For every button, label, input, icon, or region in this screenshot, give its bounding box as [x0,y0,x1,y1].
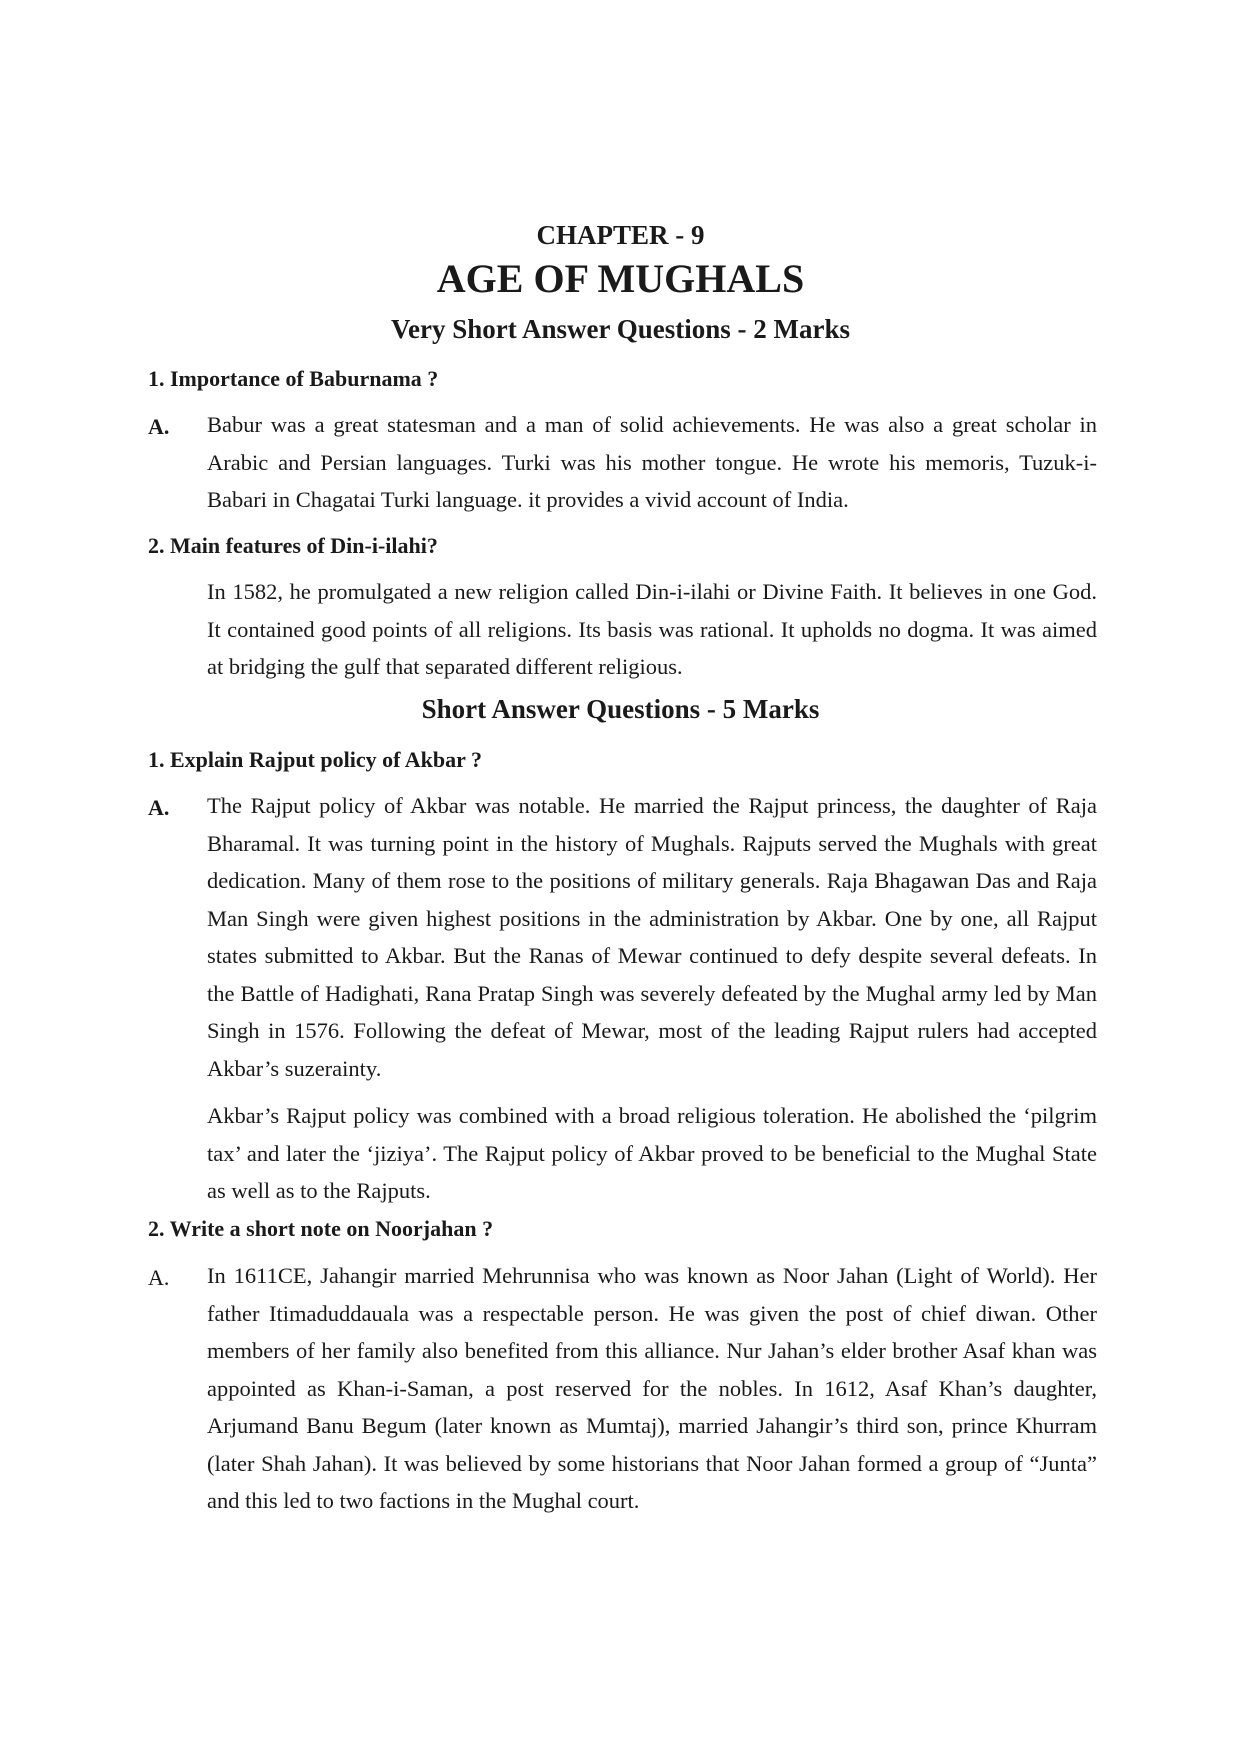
section-heading-very-short: Very Short Answer Questions - 2 Marks [390,314,850,344]
answer-noorjahan: In 1611CE, Jahangir married Mehrunnisa who was known as Noor Jahan (Light of World). Her father Itimaduddauala was a respectable person. He was given the post of chief diwan. Other members of her family also benefited from this alliance. Nur Jahan’s elder brother Asaf khan was appointed as Khan-i-Saman, a post reserved for the nobles. In 1612, Asaf Khan’s daughter, Arjumand Banu Begum (later known as Mumtaj), married Jahangir’s third son, prince Khurram (later Shah Jahan). It was believed by some historians that Noor Jahan formed a group of “Junta” and this led to two factions in the Mughal court. [207,1263,1097,1513]
answer-rajput-policy-paragraph-1: The Rajput policy of Akbar was notable. He married the Rajput princess, the daughter of Raja Bharamal. It was turning point in the history of Mughals. Rajputs served the Mughals with great dedication. Many of them rose to the positions of military generals. Raja Bhagawan Das and Raja Man Singh were given highest positions in the administration by Akbar. One by one, all Rajput states submitted to Akbar. But the Ranas of Mewar continued to defy despite several defeats. In the Battle of Hadighati, Rana Pratap Singh was severely defeated by the Mughal army led by Man Singh in 1576. Following the defeat of Mewar, most of the leading Rajput rulers had accepted Akbar’s suzerainty. [207,793,1097,1081]
question-rajput-policy: 1. Explain Rajput policy of Akbar ? [148,747,482,772]
answer-din-i-ilahi: In 1582, he promulgated a new religion called Din-i-ilahi or Divine Faith. It believes in one God. It contained good points of all religions. Its basis was rational. It upholds no dogma. It was aimed at bridging the gulf that separated different religious. [207,579,1097,679]
section-heading-short: Short Answer Questions - 5 Marks [421,694,820,724]
answer-rajput-policy-paragraph-2: Akbar’s Rajput policy was combined with a broad religious toleration. He abolished the ‘pilgrim tax’ and later the ‘jiziya’. The Rajput policy of Akbar proved to be beneficial to the Mughal State as well as to the Rajputs. [207,1103,1097,1203]
chapter-number: CHAPTER - 9 [536,220,705,250]
question-baburnama: 1. Importance of Baburnama ? [148,366,439,391]
question-din-i-ilahi: 2. Main features of Din-i-ilahi? [148,533,438,558]
answer-marker: A. [148,1265,170,1290]
answer-baburnama: Babur was a great statesman and a man of solid achievements. He was also a great scholar in Arabic and Persian languages. Turki was his mother tongue. He wrote his memoris, Tuzuk-i-Babari in Chagatai Turki language. it provides a vivid account of India. [207,412,1097,512]
chapter-title: AGE OF MUGHALS [436,256,805,301]
answer-marker: A. [148,795,170,820]
question-noorjahan: 2. Write a short note on Noorjahan ? [148,1216,494,1241]
answer-marker: A. [148,414,170,439]
